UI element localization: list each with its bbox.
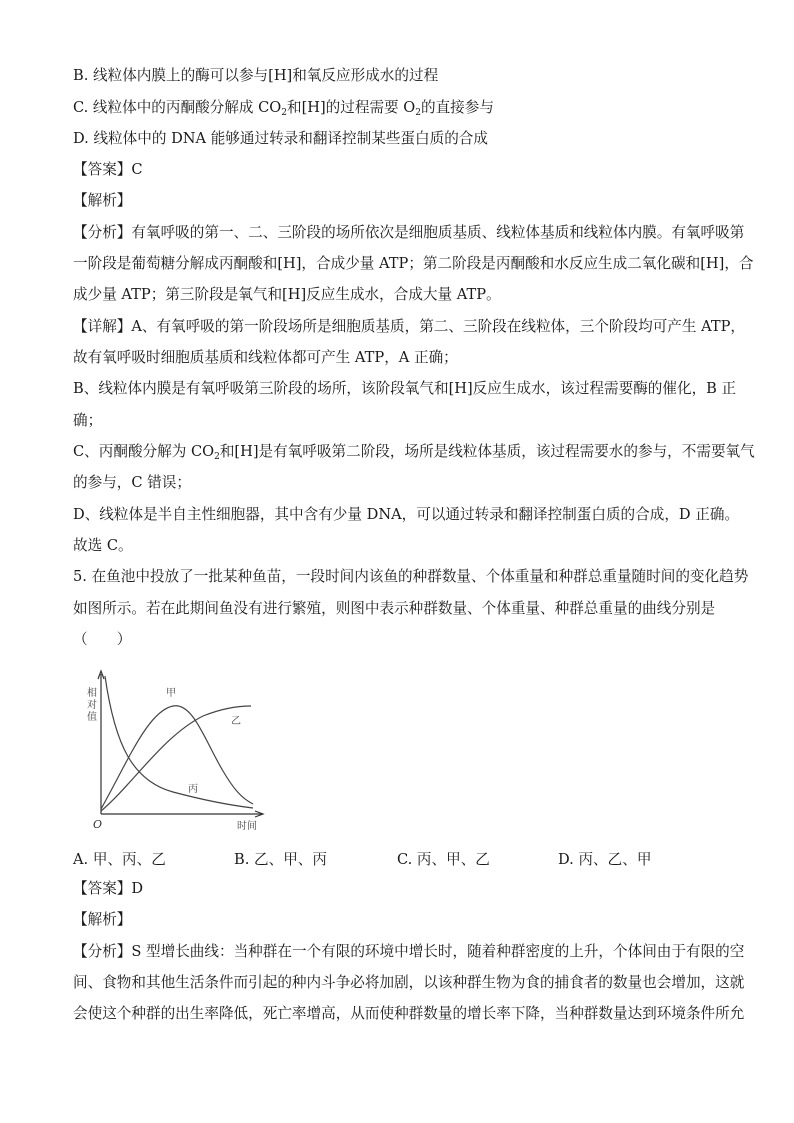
q5-fenxi-line-1 <box>73 942 744 962</box>
q5-fenxi-line-3: 会使这个种群的出生率降低，死亡率增高，从而使种群数量的增长率下降，当种群数量达到环境条件所允 <box>73 1005 745 1022</box>
xiangjie-label: 【详解】 <box>73 318 132 335</box>
q4-analysis-heading: 【解析】 <box>73 192 132 209</box>
option-c-prev-part2: 和[H]的过程需要 O <box>286 99 416 116</box>
xiangjie-text: A、有氧呼吸的第一阶段场所是细胞质基质，第二、三阶段在线粒体，三个阶段均可产生 ATP， <box>131 318 746 335</box>
curve-yi <box>101 706 251 811</box>
q4-xiangjie-line-5 <box>73 442 755 462</box>
q5-option-b: B. 乙、甲、丙 <box>234 851 327 868</box>
q4-xiangjie-line-4: 确； <box>73 412 103 429</box>
fenxi-label: 【分析】 <box>73 943 132 960</box>
option-d-prev: D. 线粒体中的 DNA 能够通过转录和翻译控制某些蛋白质的合成 <box>73 130 488 147</box>
q4-xiangjie-line-3: B、线粒体内膜是有氧呼吸第三阶段的场所，该阶段氧气和[H]反应生成水，该过程需要酶的催化，B 正 <box>73 380 737 397</box>
q5-analysis-heading: 【解析】 <box>73 911 132 928</box>
q5-option-d: D. 丙、乙、甲 <box>558 851 652 868</box>
q5-fenxi-line-2: 间、食物和其他生活条件而引起的种内斗争必将加剧，以该种群生物为食的捕食者的数量也会增加，这就 <box>73 974 745 991</box>
q4-xiangjie-line-1 <box>73 317 745 337</box>
origin-label: O <box>93 818 103 831</box>
answer-value: D <box>131 880 144 897</box>
curve-label-jia: 甲 <box>166 688 176 699</box>
q4-fenxi-line-3: 成少量 ATP；第三阶段是氧气和[H]反应生成水，合成大量 ATP。 <box>73 286 501 303</box>
y-axis-label-char-1: 相 <box>87 688 97 699</box>
option-c-prev-part1: C. 线粒体中的丙酮酸分解成 CO <box>73 99 282 116</box>
xj-c-part2: 和[H]是有氧呼吸第二阶段，场所是线粒体基质，该过程需要水的参与，不需要氧气 <box>219 443 755 460</box>
q5-option-a: A. 甲、丙、乙 <box>73 851 166 868</box>
option-c-prev-part3: 的直接参与 <box>420 99 494 116</box>
curve-label-bing: 丙 <box>188 784 198 795</box>
subscript-2: 2 <box>281 108 287 118</box>
fenxi-label: 【分析】 <box>73 224 132 241</box>
curve-label-yi: 乙 <box>231 716 241 727</box>
q4-xiangjie-line-7: D、线粒体是半自主性细胞器，其中含有少量 DNA，可以通过转录和翻译控制蛋白质的合成，D 正确。 <box>73 506 740 523</box>
subscript-2: 2 <box>415 108 421 118</box>
q5-options <box>73 848 733 868</box>
xj-c-part1: C、丙酮酸分解为 CO <box>73 443 215 460</box>
option-b-prev: B. 线粒体内膜上的酶可以参与[H]和氧反应形成水的过程 <box>73 67 439 84</box>
subscript-2: 2 <box>214 452 220 462</box>
q5-stem-line-2: 如图所示。若在此期间鱼没有进行繁殖，则图中表示种群数量、个体重量、种群总重量的曲线分别是 <box>73 600 716 617</box>
y-axis-label-char-3: 值 <box>87 712 97 723</box>
q4-xiangjie-line-6: 的参与，C 错误； <box>73 474 191 491</box>
q4-answer <box>73 160 143 180</box>
fenxi-text: 有氧呼吸的第一、二、三阶段的场所依次是细胞质基质、线粒体基质和线粒体内膜。有氧呼吸第 <box>131 224 745 241</box>
curve-bing <box>105 676 253 808</box>
q4-conclusion: 故选 C。 <box>73 537 133 554</box>
q4-fenxi-line-1 <box>73 223 744 243</box>
q5-graph <box>73 666 273 836</box>
q5-figure <box>73 666 273 840</box>
q5-answer <box>73 879 143 899</box>
q5-stem-line-1: 5. 在鱼池中投放了一批某种鱼苗，一段时间内该鱼的种群数量、个体重量和种群总重量随时间的变化趋势 <box>73 568 749 585</box>
y-axis-label-char-2: 对 <box>87 700 97 711</box>
q5-option-c: C. 丙、甲、乙 <box>397 851 490 868</box>
option-c-prev <box>73 98 494 118</box>
q5-bracket: （ ） <box>73 631 132 648</box>
answer-label: 【答案】 <box>73 161 132 178</box>
answer-value: C <box>131 161 143 178</box>
q4-fenxi-line-2: 一阶段是葡萄糖分解成丙酮酸和[H]，合成少量 ATP；第二阶段是丙酮酸和水反应生成二氧化碳和[H]，合 <box>73 255 754 272</box>
answer-label: 【答案】 <box>73 880 132 897</box>
x-axis-label: 时间 <box>237 821 257 832</box>
q4-xiangjie-line-2: 故有氧呼吸时细胞质基质和线粒体都可产生 ATP，A 正确； <box>73 349 458 366</box>
fenxi-text: S 型增长曲线：当种群在一个有限的环境中增长时，随着种群密度的上升，个体间由于有限的空 <box>131 943 745 960</box>
